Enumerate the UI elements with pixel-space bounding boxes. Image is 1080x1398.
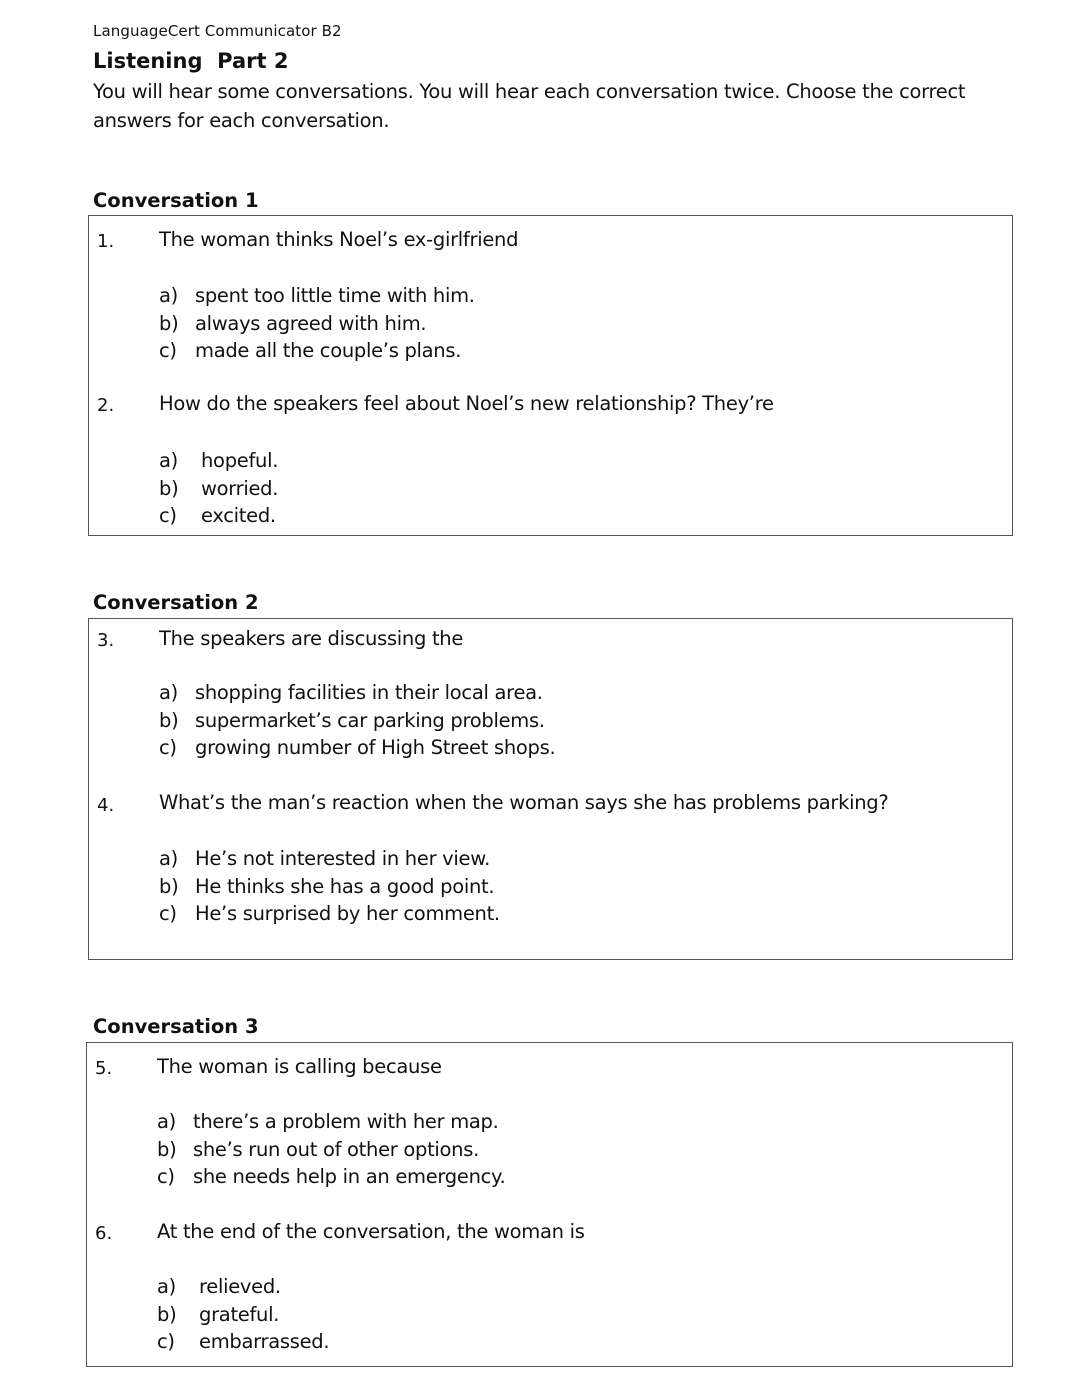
option-letter: b) — [159, 874, 179, 898]
option — [159, 310, 475, 338]
option-list — [159, 679, 555, 762]
question-number: 2. — [97, 395, 115, 416]
option-text: hopeful. — [201, 449, 279, 472]
option — [159, 679, 555, 707]
question-number: 3. — [97, 630, 115, 651]
option-letter: c) — [157, 1330, 175, 1353]
question-number: 5. — [95, 1058, 113, 1079]
option-letter: b) — [159, 708, 179, 732]
option — [157, 1163, 505, 1191]
option-letter: a) — [159, 847, 178, 870]
option-text: He’s surprised by her comment. — [195, 902, 500, 925]
option-letter: b) — [157, 1302, 177, 1326]
option-letter: b) — [159, 476, 179, 500]
instructions: You will hear some conversations. You will hear each conversation twice. Choose the correct answers for each conversation. — [93, 80, 966, 132]
option-list — [157, 1273, 329, 1356]
option — [157, 1301, 329, 1329]
option — [157, 1328, 329, 1356]
option-text: grateful. — [199, 1302, 280, 1326]
option-text: always agreed with him. — [195, 311, 427, 335]
option-text: made all the couple’s plans. — [195, 339, 462, 362]
question-text: What’s the man’s reaction when the woman says she has problems parking? — [159, 791, 889, 814]
option-text: relieved. — [199, 1275, 281, 1298]
question-text: The woman is calling because — [157, 1055, 442, 1078]
option-letter: c) — [159, 736, 177, 759]
conversation-1-label: Conversation 1 — [93, 189, 259, 212]
option-text: there’s a problem with her map. — [193, 1110, 499, 1133]
option-text: supermarket’s car parking problems. — [195, 708, 545, 732]
option-list — [157, 1108, 505, 1191]
question-text: How do the speakers feel about Noel’s new relationship? They’re — [159, 392, 774, 415]
conversation-3-label: Conversation 3 — [93, 1015, 259, 1038]
option-text: she needs help in an emergency. — [193, 1165, 506, 1188]
option-letter: a) — [159, 449, 178, 472]
option-letter: b) — [157, 1137, 177, 1161]
option — [159, 734, 555, 762]
question-text: The speakers are discussing the — [159, 627, 464, 650]
conversation-2-label: Conversation 2 — [93, 591, 259, 614]
option-text: worried. — [201, 476, 279, 500]
option-letter: c) — [159, 504, 177, 527]
option-text: shopping facilities in their local area. — [195, 681, 543, 704]
option — [159, 282, 475, 310]
option-list — [159, 845, 500, 928]
option-letter: a) — [157, 1110, 176, 1133]
option-text: embarrassed. — [199, 1330, 330, 1353]
option — [157, 1108, 505, 1136]
question-number: 1. — [97, 231, 115, 252]
option-text: He thinks she has a good point. — [195, 874, 495, 898]
question-text: The woman thinks Noel’s ex-girlfriend — [159, 228, 519, 251]
exam-name: LanguageCert Communicator B2 — [93, 22, 342, 40]
conversation-3-box — [86, 1042, 1013, 1367]
option-text: spent too little time with him. — [195, 284, 475, 307]
conversation-1-box — [88, 215, 1013, 536]
option-letter: c) — [159, 339, 177, 362]
option — [159, 502, 278, 530]
conversation-2-box — [88, 618, 1013, 960]
option — [159, 873, 500, 901]
question-text: At the end of the conversation, the woman is — [157, 1220, 585, 1243]
page-title: Listening Part 2 — [93, 49, 289, 73]
option-text: growing number of High Street shops. — [195, 736, 556, 759]
option — [159, 337, 475, 365]
option-letter: a) — [159, 681, 178, 704]
option — [159, 900, 500, 928]
option — [159, 447, 278, 475]
option-letter: c) — [157, 1165, 175, 1188]
option — [159, 845, 500, 873]
option — [159, 707, 555, 735]
question-number: 6. — [95, 1223, 113, 1244]
option-text: He’s not interested in her view. — [195, 847, 490, 870]
option-letter: a) — [157, 1275, 176, 1298]
option-text: excited. — [201, 504, 276, 527]
option-letter: b) — [159, 311, 179, 335]
option — [159, 475, 278, 503]
option-letter: a) — [159, 284, 178, 307]
option — [157, 1273, 329, 1301]
option-list — [159, 447, 278, 530]
option-letter: c) — [159, 902, 177, 925]
question-number: 4. — [97, 795, 115, 816]
option-text: she’s run out of other options. — [193, 1137, 479, 1161]
option-list — [159, 282, 475, 365]
option — [157, 1136, 505, 1164]
